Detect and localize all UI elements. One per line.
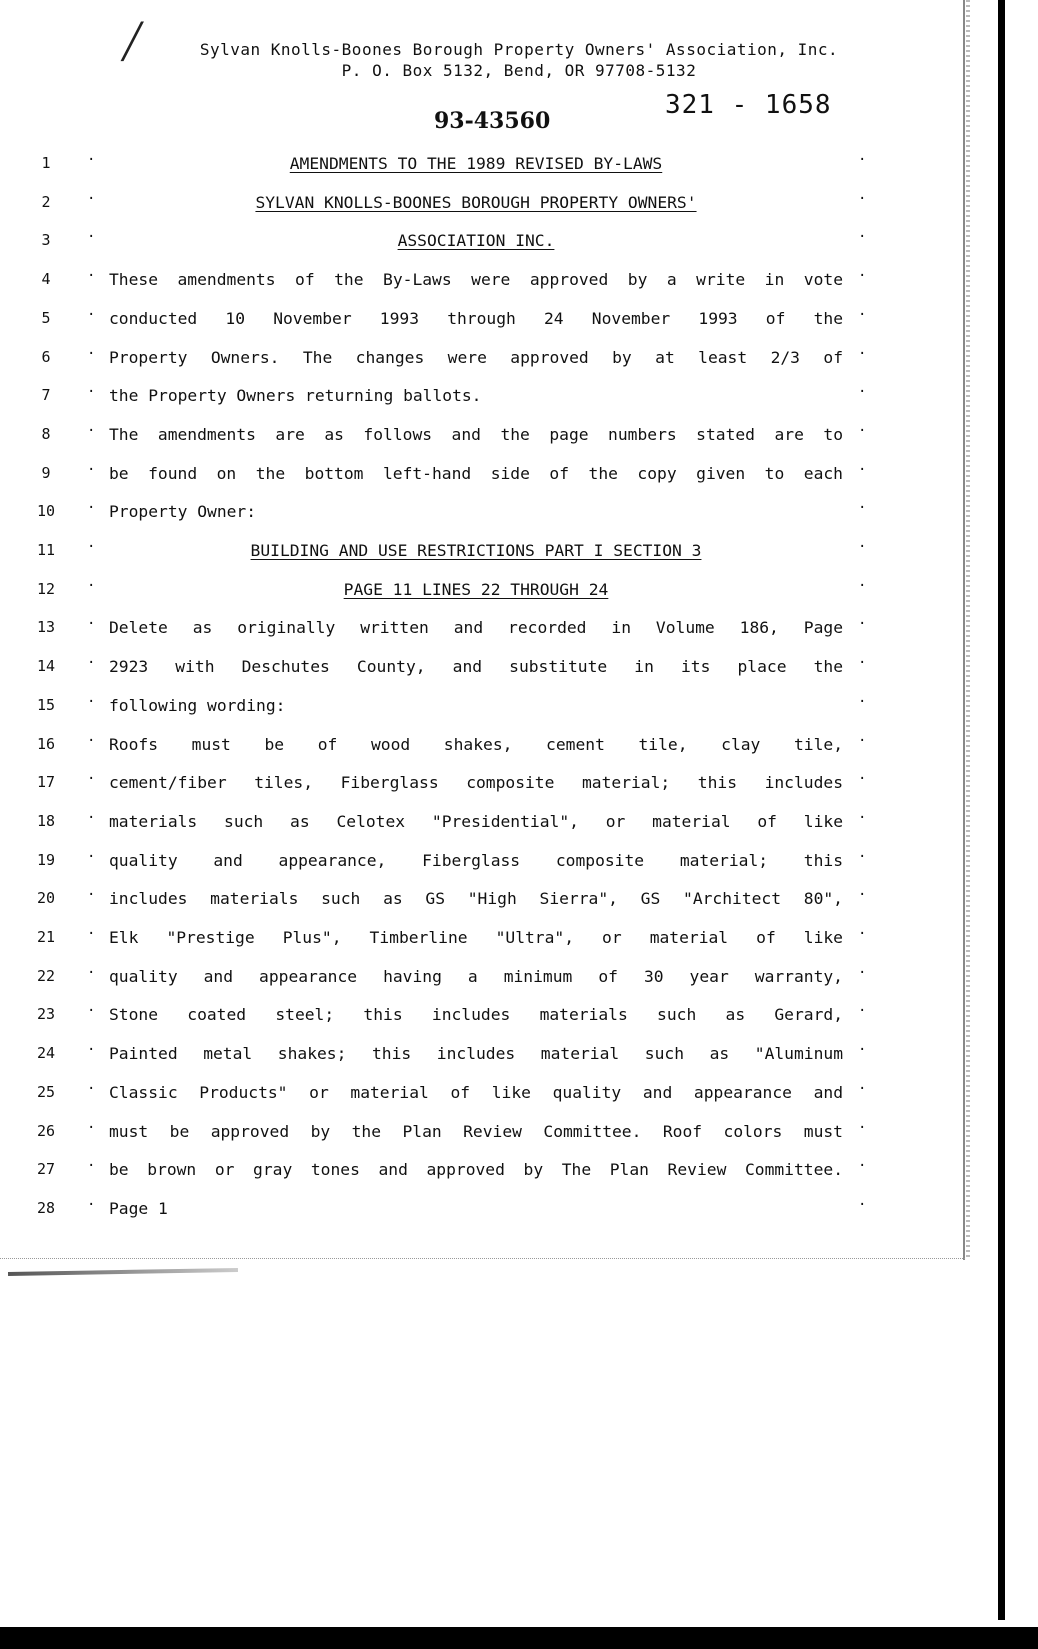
body-text: These amendments of the By-Laws were approved by a write in vote (109, 270, 843, 290)
book-page-number: 321 - 1658 (665, 90, 832, 120)
margin-dot-right: · (858, 500, 867, 517)
association-address: P. O. Box 5132, Bend, OR 97708-5132 (341, 61, 697, 80)
scan-frame-bottom (0, 1258, 965, 1260)
margin-dot-right: · (858, 306, 867, 323)
pleading-line (0, 539, 1038, 569)
underlined-heading: PAGE 11 LINES 22 THROUGH 24 (343, 579, 609, 599)
pleading-line (0, 1158, 1038, 1188)
margin-dot-right: · (858, 1080, 867, 1097)
pleading-line (0, 849, 1038, 879)
heading-text (109, 580, 843, 599)
margin-dot-left: · (87, 616, 96, 633)
line-number: 12 (36, 579, 56, 598)
line-number: 28 (36, 1198, 56, 1217)
margin-dot-right: · (858, 771, 867, 788)
margin-dot-left: · (87, 1042, 96, 1059)
line-number: 2 (41, 192, 51, 211)
margin-dot-right: · (858, 190, 867, 207)
margin-dot-left: · (87, 539, 96, 555)
pleading-line (0, 462, 1038, 492)
body-text: following wording: (109, 695, 286, 715)
pleading-line (0, 887, 1038, 917)
margin-dot-left: · (87, 693, 96, 710)
margin-dot-right: · (858, 1196, 867, 1213)
pleading-line (0, 1197, 1038, 1227)
margin-dot-left: · (87, 306, 96, 323)
margin-dot-left: · (87, 422, 96, 439)
body-text: Property Owners. The changes were approved by at least 2/3 of (109, 347, 843, 367)
margin-dot-right: · (858, 1042, 867, 1059)
margin-dot-right: · (858, 926, 867, 942)
body-text: Elk "Prestige Plus", Timberline "Ultra", or material of like (109, 928, 843, 947)
body-text: Property Owner: (109, 502, 257, 522)
margin-dot-left: · (87, 655, 96, 672)
line-number: 27 (36, 1160, 56, 1179)
line-number: 5 (41, 308, 51, 327)
pleading-line (0, 694, 1038, 724)
margin-dot-right: · (858, 577, 867, 594)
pleading-line (0, 965, 1038, 995)
line-number: 20 (36, 889, 56, 908)
margin-dot-left: · (87, 345, 96, 362)
margin-dot-right: · (858, 887, 867, 904)
body-text: 2923 with Deschutes County, and substitute in its place the (109, 657, 843, 677)
margin-dot-right: · (858, 229, 867, 246)
line-number: 19 (36, 850, 56, 869)
recording-number: 93-43560 (434, 108, 551, 134)
line-number: 18 (36, 811, 56, 830)
line-number: 4 (41, 270, 51, 289)
heading-text (109, 231, 843, 250)
margin-dot-left: · (87, 268, 96, 285)
margin-dot-right: · (858, 655, 867, 672)
line-number: 13 (36, 618, 56, 637)
margin-dot-left: · (87, 732, 96, 749)
margin-dot-left: · (87, 964, 96, 981)
margin-dot-left: · (87, 1003, 96, 1020)
margin-dot-left: · (87, 229, 96, 246)
margin-dot-right: · (858, 732, 867, 749)
pleading-line (0, 733, 1038, 763)
body-text: quality and appearance, Fiberglass composite material; this (109, 850, 843, 870)
pleading-line (0, 1081, 1038, 1111)
margin-dot-left: · (87, 1196, 96, 1213)
underlined-heading: AMENDMENTS TO THE 1989 REVISED BY-LAWS (289, 154, 663, 173)
line-number: 24 (36, 1044, 56, 1063)
margin-dot-right: · (858, 345, 867, 362)
margin-dot-left: · (87, 500, 96, 517)
heading-text (109, 193, 843, 212)
margin-dot-right: · (858, 461, 867, 478)
margin-dot-left: · (87, 1119, 96, 1136)
pleading-line (0, 1042, 1038, 1072)
body-text: must be approved by the Plan Review Committee. Roof colors must (109, 1121, 843, 1141)
underlined-heading: ASSOCIATION INC. (397, 231, 555, 251)
body-text: the Property Owners returning ballots. (109, 386, 482, 406)
scan-smudge (8, 1268, 238, 1276)
margin-dot-right: · (858, 1158, 867, 1175)
pleading-line (0, 810, 1038, 840)
margin-dot-left: · (87, 1158, 96, 1175)
margin-dot-left: · (87, 461, 96, 478)
body-text: Page 1 (109, 1198, 168, 1218)
margin-dot-left: · (87, 926, 96, 942)
line-number: 22 (36, 966, 56, 985)
pleading-line (0, 307, 1038, 337)
pleading-line (0, 229, 1038, 259)
check-mark: ╱ (122, 22, 143, 62)
scan-edge-bottom (0, 1627, 1038, 1649)
pleading-line (0, 423, 1038, 453)
body-text: be found on the bottom left-hand side of the copy given to each (109, 463, 843, 483)
body-text: conducted 10 November 1993 through 24 November 1993 of the (109, 308, 843, 328)
margin-dot-right: · (858, 964, 867, 981)
body-text: materials such as Celotex "Presidential", or material of like (109, 811, 843, 831)
line-number: 9 (41, 463, 51, 482)
line-number: 10 (36, 502, 56, 521)
margin-dot-left: · (87, 1080, 96, 1097)
body-text: cement/fiber tiles, Fiberglass composite material; this includes (109, 773, 843, 793)
pleading-line (0, 152, 1038, 182)
line-number: 23 (36, 1005, 56, 1024)
margin-dot-left: · (87, 887, 96, 904)
margin-dot-right: · (858, 384, 867, 401)
margin-dot-right: · (858, 152, 867, 168)
line-number: 16 (36, 734, 56, 753)
body-text: Roofs must be of wood shakes, cement tile, clay tile, (109, 734, 843, 754)
pleading-line (0, 578, 1038, 608)
heading-text (109, 154, 843, 173)
pleading-line (0, 1003, 1038, 1033)
pleading-line (0, 926, 1038, 956)
margin-dot-left: · (87, 771, 96, 788)
margin-dot-right: · (858, 268, 867, 285)
pleading-line (0, 500, 1038, 530)
line-number: 21 (36, 928, 56, 946)
margin-dot-right: · (858, 539, 867, 555)
body-text: Delete as originally written and recorded in Volume 186, Page (109, 618, 843, 638)
line-number: 25 (36, 1082, 56, 1101)
margin-dot-right: · (858, 848, 867, 865)
margin-dot-right: · (858, 809, 867, 826)
line-number: 1 (41, 154, 51, 172)
pleading-line (0, 346, 1038, 376)
pleading-line (0, 771, 1038, 801)
margin-dot-left: · (87, 190, 96, 207)
margin-dot-right: · (858, 1003, 867, 1020)
body-text: Classic Products" or material of like quality and appearance and (109, 1082, 843, 1102)
pleading-line (0, 384, 1038, 414)
margin-dot-left: · (87, 809, 96, 826)
body-text: The amendments are as follows and the page numbers stated are to (109, 424, 843, 444)
margin-dot-left: · (87, 848, 96, 865)
underlined-heading: BUILDING AND USE RESTRICTIONS PART I SECTION 3 (250, 541, 702, 560)
margin-dot-right: · (858, 693, 867, 710)
underlined-heading: SYLVAN KNOLLS-BOONES BOROUGH PROPERTY OWNERS' (255, 192, 697, 212)
pleading-line (0, 1120, 1038, 1150)
pleading-line (0, 268, 1038, 298)
line-number: 14 (36, 657, 56, 676)
line-number: 11 (36, 541, 56, 559)
line-number: 17 (36, 773, 56, 792)
body-text: quality and appearance having a minimum of 30 year warranty, (109, 966, 843, 986)
body-text: includes materials such as GS "High Sierra", GS "Architect 80", (109, 889, 843, 909)
association-name: Sylvan Knolls-Boones Borough Property Owners' Association, Inc. (199, 40, 839, 59)
heading-text (109, 541, 843, 560)
body-text: Stone coated steel; this includes materials such as Gerard, (109, 1005, 843, 1025)
pleading-line (0, 655, 1038, 685)
pleading-line (0, 191, 1038, 221)
line-number: 7 (41, 386, 51, 405)
body-text: Painted metal shakes; this includes material such as "Aluminum (109, 1044, 843, 1064)
margin-dot-left: · (87, 384, 96, 401)
line-number: 26 (36, 1121, 56, 1140)
pleading-line (0, 616, 1038, 646)
line-number: 8 (41, 424, 51, 443)
body-text: be brown or gray tones and approved by The Plan Review Committee. (109, 1160, 843, 1180)
margin-dot-left: · (87, 577, 96, 594)
line-number: 6 (41, 347, 51, 366)
margin-dot-right: · (858, 422, 867, 439)
margin-dot-right: · (858, 616, 867, 633)
margin-dot-left: · (87, 152, 96, 168)
line-number: 3 (41, 231, 51, 250)
line-number: 15 (36, 695, 56, 714)
margin-dot-right: · (858, 1119, 867, 1136)
